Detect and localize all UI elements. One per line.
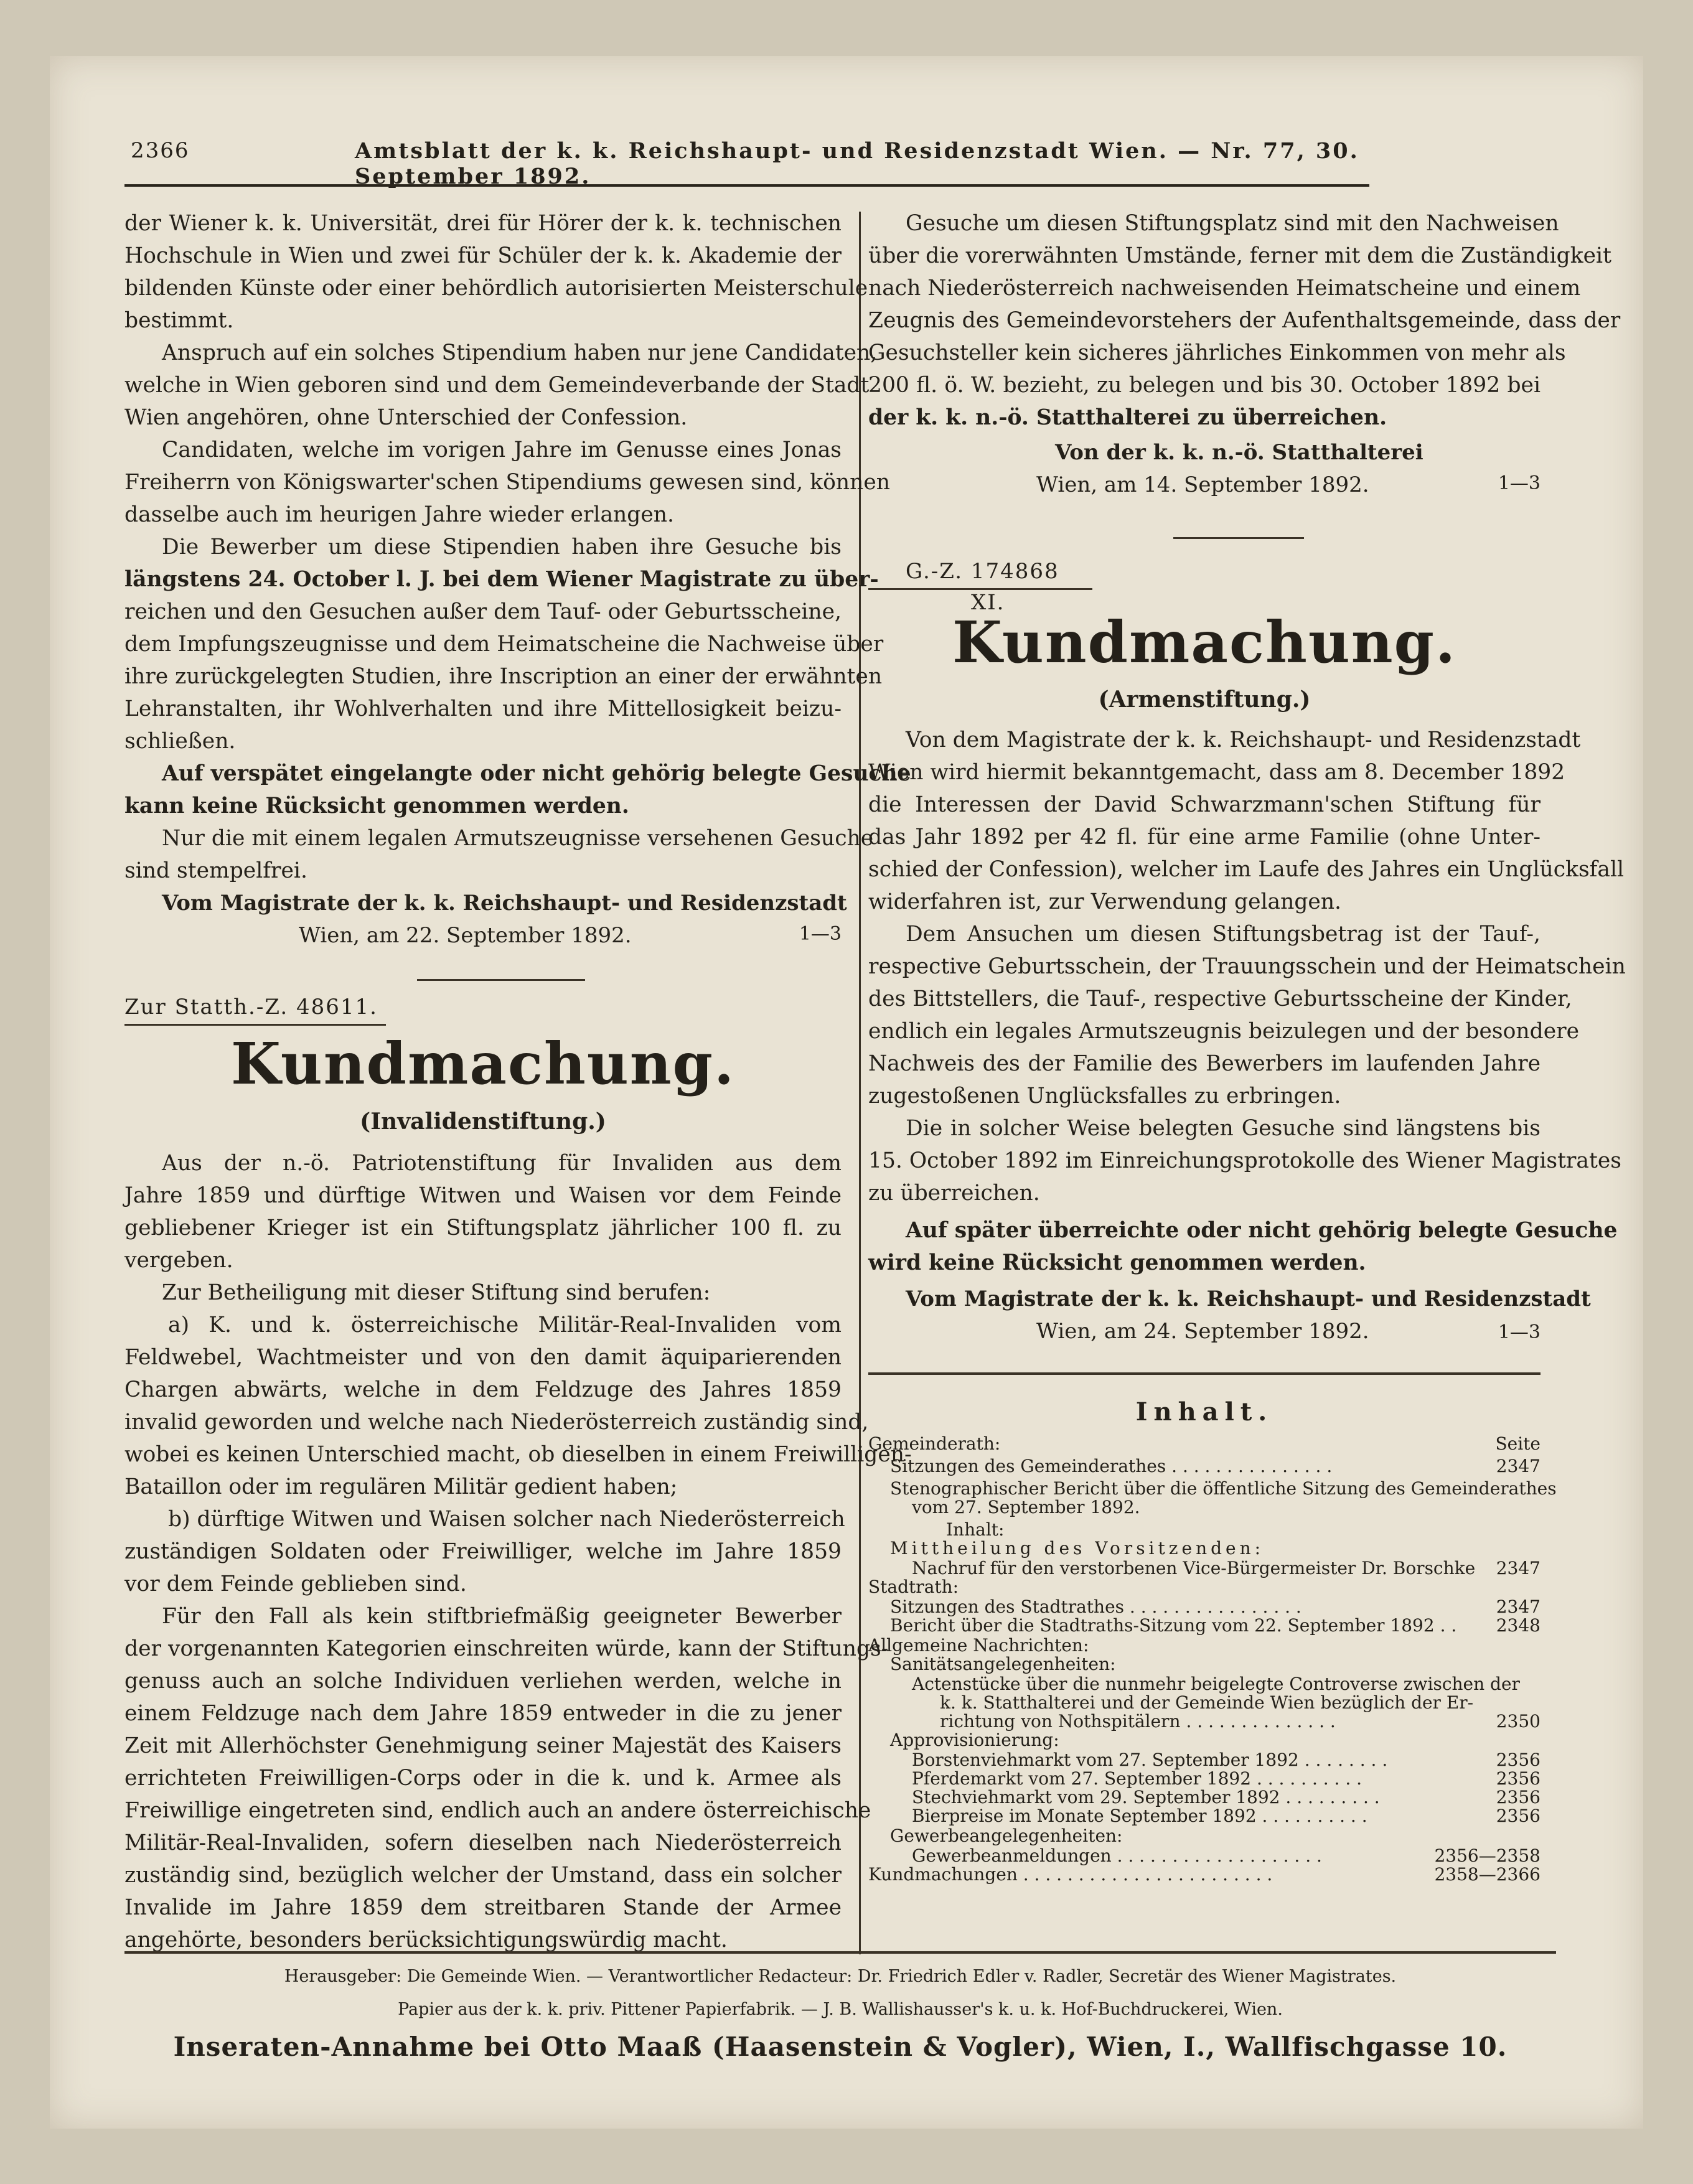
toc-entry — [868, 1731, 1541, 1749]
toc-entry-text: Nachruf für den verstorbenen Vice-Bürgermeister Dr. Borschke — [912, 1558, 1476, 1578]
toc-seite-label: Seite — [1495, 1433, 1541, 1454]
text-line: Hochschule in Wien und zwei für Schüler der k. k. Akademie der — [124, 243, 842, 268]
text-line: längstens 24. October l. J. bei dem Wiener Magistrate zu über- — [124, 567, 879, 592]
footer-advert: Inseraten-Annahme bei Otto Maaß (Haasenstein & Vogler), Wien, I., Wallfischgasse 10. — [173, 2032, 1508, 2062]
toc-entry — [868, 1675, 1541, 1693]
toc-entry-text: Allgemeine Nachrichten: — [868, 1635, 1089, 1656]
header-title: Amtsblatt der k. k. Reichshaupt- und Residenzstadt Wien. — Nr. 77, 30. September 1892. — [355, 138, 1359, 189]
text-line: 15. October 1892 im Einreichungsprotokolle des Wiener Magistrates — [868, 1148, 1621, 1173]
toc-entry — [868, 1616, 1541, 1634]
text-line: invalid geworden und welche nach Niederösterreich zuständig sind, — [124, 1410, 869, 1435]
text-line: zu überreichen. — [868, 1181, 1040, 1206]
text-line: respective Geburtsschein, der Trauungsschein und der Heimatschein — [868, 954, 1626, 979]
toc-entry-text: Borstenviehmarkt vom 27. September 1892 . . . . . . . . — [912, 1750, 1388, 1770]
toc-entry — [868, 1807, 1541, 1825]
text-line: Gesuchsteller kein sicheres jährliches Einkommen von mehr als — [868, 340, 1566, 365]
text-line: wird keine Rücksicht genommen werden. — [868, 1250, 1366, 1275]
toc-entry-page: 2347 — [1496, 1456, 1541, 1476]
issue-count: 1—3 — [1498, 1321, 1541, 1343]
text-line: kann keine Rücksicht genommen werden. — [124, 794, 629, 818]
toc-entry-page: 2356 — [1496, 1806, 1541, 1826]
footer-publisher: Herausgeber: Die Gemeinde Wien. — Verantwortlicher Redacteur: Dr. Friedrich Edler v. Radler, Secretär des Wiener Magistrates. — [284, 1967, 1397, 1986]
toc-entry — [868, 1694, 1541, 1712]
toc-entry — [868, 1712, 1541, 1730]
text-line: Auf verspätet eingelangte oder nicht gehörig belegte Gesuche — [162, 761, 911, 786]
text-line: schied der Confession), welcher im Laufe des Jahres ein Unglücksfall — [868, 857, 1625, 882]
left-column — [124, 207, 912, 1952]
reference-number: Zur Statth.-Z. 48611. — [124, 995, 378, 1019]
text-line: Nur die mit einem legalen Armutszeugnisse versehenen Gesuche — [162, 826, 874, 851]
text-line: vergeben. — [124, 1248, 233, 1273]
toc-entry — [868, 1865, 1541, 1883]
text-line: a) K. und k. österreichische Militär-Real-Invaliden vom — [168, 1313, 842, 1338]
right-column — [868, 207, 1626, 1950]
text-line: bildenden Künste oder einer behördlich autorisierten Meisterschule — [124, 276, 868, 301]
text-line: Zur Betheiligung mit dieser Stiftung sind berufen: — [162, 1280, 711, 1305]
page-number: 2366 — [131, 138, 190, 163]
text-line: wobei es keinen Unterschied macht, ob dieselben in einem Freiwilligen- — [124, 1442, 912, 1467]
text-line: dem Impfungszeugnisse und dem Heimatscheine die Nachweise über — [124, 632, 884, 657]
toc-entry — [868, 1435, 1541, 1453]
toc-entry-text: Approvisionierung: — [890, 1730, 1059, 1750]
text-line: Auf später überreichte oder nicht gehörig belegte Gesuche — [906, 1218, 1618, 1243]
toc-entry-page: 2348 — [1496, 1615, 1541, 1636]
text-line: b) dürftige Witwen und Waisen solcher nach Niederösterreich — [168, 1507, 845, 1532]
toc-entry-text: Gemeinderath: — [868, 1433, 1001, 1454]
toc-entry — [868, 1788, 1541, 1806]
text-line: errichteten Freiwilligen-Corps oder in die k. und k. Armee als — [124, 1766, 842, 1791]
toc-entry — [868, 1559, 1541, 1577]
text-line: der vorgenannten Kategorien einschreiten würde, kann der Stiftungs- — [124, 1636, 889, 1661]
text-line: nach Niederösterreich nachweisenden Heimatscheine und einem — [868, 276, 1581, 301]
text-line: 200 fl. ö. W. bezieht, zu belegen und bis 30. October 1892 bei — [868, 373, 1541, 398]
toc-entry-page: 2356 — [1496, 1787, 1541, 1807]
text-line: Lehranstalten, ihr Wohlverhalten und ihre Mittellosigkeit beizu- — [124, 696, 842, 721]
heading: Kundmachung. — [952, 609, 1457, 676]
toc-entry — [868, 1598, 1541, 1616]
text-line: Anspruch auf ein solches Stipendium haben nur jene Candidaten, — [162, 340, 878, 365]
toc-entry-text: Sitzungen des Stadtrathes . . . . . . . . . . . . . . . . — [890, 1596, 1301, 1617]
text-line: widerfahren ist, zur Verwendung gelangen. — [868, 889, 1342, 914]
text-line: Invalide im Jahre 1859 dem streitbaren Stande der Armee — [124, 1895, 842, 1920]
heading: Kundmachung. — [230, 1030, 736, 1097]
subheading: (Invalidenstiftung.) — [360, 1108, 606, 1135]
text-line: Freiherrn von Königswarter'schen Stipendiums gewesen sind, können — [124, 470, 890, 495]
text-line: zuständigen Soldaten oder Freiwilliger, welche im Jahre 1859 — [124, 1539, 842, 1564]
footer-rule — [124, 1951, 1556, 1954]
toc-entry — [868, 1521, 1541, 1539]
text-line: Feldwebel, Wachtmeister und von den damit äquiparierenden — [124, 1345, 842, 1370]
toc-entry-text: Sitzungen des Gemeinderathes . . . . . . . . . . . . . . . — [890, 1456, 1333, 1476]
text-line: zuständig sind, bezüglich welcher der Umstand, dass ein solcher — [124, 1863, 842, 1888]
text-line: Militär-Real-Invaliden, sofern dieselben nach Niederösterreich — [124, 1830, 842, 1855]
text-line: Zeugnis des Gemeindevorstehers der Aufenthaltsgemeinde, dass der — [868, 308, 1621, 333]
toc-entry-text: Kundmachungen . . . . . . . . . . . . . . . . . . . . . . . — [868, 1864, 1273, 1885]
toc-entry — [868, 1751, 1541, 1769]
text-line: Die Bewerber um diese Stipendien haben ihre Gesuche bis — [162, 535, 842, 560]
signature: Vom Magistrate der k. k. Reichshaupt- und Residenzstadt — [906, 1286, 1591, 1311]
toc-entry-text: Actenstücke über die nunmehr beigelegte Controverse zwischen der — [912, 1674, 1520, 1694]
toc-entry — [868, 1827, 1541, 1845]
text-line: reichen und den Gesuchen außer dem Tauf- oder Geburtsscheine, — [124, 599, 842, 624]
toc-entry — [868, 1478, 1557, 1499]
text-line: Bataillon oder im regulären Militär gedient haben; — [124, 1474, 678, 1499]
date-line: Wien, am 14. September 1892. — [1036, 472, 1369, 497]
text-line: schließen. — [124, 729, 236, 754]
text-line: Candidaten, welche im vorigen Jahre im Genusse eines Jonas — [162, 438, 842, 462]
text-line: Gesuche um diesen Stiftungsplatz sind mit den Nachweisen — [906, 211, 1559, 236]
toc-title: Inhalt. — [1135, 1397, 1273, 1427]
toc-entry-text: Inhalt: — [946, 1519, 1005, 1540]
toc-entry-text: Bericht über die Stadtraths-Sitzung vom 22. September 1892 . . — [890, 1615, 1457, 1636]
text-line: einem Feldzuge nach dem Jahre 1859 entweder in die zu jener — [124, 1701, 842, 1726]
toc-entry — [868, 1578, 1541, 1596]
toc-entry-text: Stadtrath: — [868, 1577, 959, 1597]
text-line: Von dem Magistrate der k. k. Reichshaupt- und Residenzstadt — [906, 728, 1581, 752]
running-header — [131, 138, 1376, 189]
toc-entry — [868, 1655, 1541, 1673]
reference-section: XI. — [971, 590, 1005, 615]
text-line: des Bittstellers, die Tauf-, respective Geburtsscheine der Kinder, — [868, 987, 1572, 1011]
subheading: (Armenstiftung.) — [1098, 687, 1311, 713]
footer-printer: Papier aus der k. k. priv. Pittener Papierfabrik. — J. B. Wallishausser's k. u. k. Hof-Buchdruckerei, Wien. — [398, 2000, 1283, 2019]
text-line: Jahre 1859 und dürftige Witwen und Waisen vor dem Feinde — [124, 1183, 842, 1208]
signature: Vom Magistrate der k. k. Reichshaupt- und Residenzstadt — [162, 891, 847, 916]
text-line: welche in Wien geboren sind und dem Gemeindeverbande der Stadt — [124, 373, 870, 398]
toc-entry-text: Gewerbeangelegenheiten: — [890, 1825, 1123, 1846]
toc-entry-page: 2347 — [1496, 1596, 1541, 1617]
reference-underline — [124, 1024, 386, 1026]
separator — [417, 979, 585, 981]
toc-entry — [868, 1769, 1541, 1788]
reference-number: G.-Z. 174868 — [906, 559, 1059, 584]
toc-entry-text: Pferdemarkt vom 27. September 1892 . . . . . . . . . . — [912, 1768, 1362, 1789]
text-line: Zeit mit Allerhöchster Genehmigung seiner Majestät des Kaisers — [124, 1733, 842, 1758]
toc-entry-text: Stenographischer Bericht über die öffentliche Sitzung des Gemeinderathes — [890, 1478, 1557, 1499]
toc-entry-page: 2356—2358 — [1434, 1845, 1541, 1866]
toc-entry-text: Mittheilung des Vorsitzenden: — [890, 1538, 1265, 1558]
text-line: Aus der n.-ö. Patriotenstiftung für Invaliden aus dem — [162, 1151, 842, 1176]
text-line: endlich ein legales Armutszeugnis beizulegen und der besondere — [868, 1019, 1580, 1044]
text-line: Für den Fall als kein stiftbriefmäßig geeigneter Bewerber — [162, 1604, 842, 1629]
signature: Von der k. k. n.-ö. Statthalterei — [1055, 440, 1423, 465]
text-line: sind stempelfrei. — [124, 858, 307, 883]
toc-entry — [868, 1539, 1541, 1557]
issue-count: 1—3 — [1498, 472, 1541, 494]
date-line: Wien, am 24. September 1892. — [1036, 1319, 1369, 1344]
toc-entry-page: 2356 — [1496, 1768, 1541, 1789]
text-line: vor dem Feinde geblieben sind. — [124, 1572, 467, 1596]
toc-rule — [868, 1372, 1541, 1375]
text-line: zugestoßenen Unglücksfalles zu erbringen. — [868, 1084, 1341, 1108]
text-line: Chargen abwärts, welche in dem Feldzuge des Jahres 1859 — [124, 1377, 842, 1402]
toc-entry-page: 2356 — [1496, 1750, 1541, 1770]
text-line: Wien angehören, ohne Unterschied der Confession. — [124, 405, 688, 430]
text-line: Dem Ansuchen um diesen Stiftungsbetrag ist der Tauf-, — [906, 922, 1541, 947]
text-line: Nachweis des der Familie des Bewerbers im laufenden Jahre — [868, 1051, 1541, 1076]
text-line: angehörte, besonders berücksichtigungswürdig macht. — [124, 1928, 728, 1952]
text-line: der Wiener k. k. Universität, drei für Hörer der k. k. technischen — [124, 211, 842, 236]
separator — [1173, 537, 1304, 539]
toc-entry-text: Gewerbeanmeldungen . . . . . . . . . . . . . . . . . . . — [912, 1845, 1322, 1866]
text-line: ihre zurückgelegten Studien, ihre Inscription an einer der erwähnten — [124, 664, 883, 689]
text-line: der k. k. n.-ö. Statthalterei zu überreichen. — [868, 405, 1387, 430]
header-rule — [124, 184, 1369, 187]
toc-entry — [868, 1457, 1541, 1475]
toc-entry — [868, 1636, 1541, 1654]
toc-entry-page: 2350 — [1496, 1711, 1541, 1732]
text-line: Wien wird hiermit bekanntgemacht, dass am 8. December 1892 — [868, 760, 1565, 785]
toc-entry-text: Bierpreise im Monate September 1892 . . . . . . . . . . — [912, 1806, 1367, 1826]
toc-entry-page: 2347 — [1496, 1558, 1541, 1578]
text-line: das Jahr 1892 per 42 fl. für eine arme Familie (ohne Unter- — [868, 825, 1541, 850]
text-line: dasselbe auch im heurigen Jahre wieder erlangen. — [124, 502, 674, 527]
text-line: Freiwillige eingetreten sind, endlich auch an andere österreichische — [124, 1798, 871, 1823]
issue-count: 1—3 — [799, 923, 842, 945]
text-line: über die vorerwähnten Umstände, ferner mit dem die Zuständigkeit — [868, 243, 1611, 268]
toc-entry-text: richtung von Nothspitälern . . . . . . . . . . . . . . — [940, 1711, 1336, 1732]
text-line: gebliebener Krieger ist ein Stiftungsplatz jährlicher 100 fl. zu — [124, 1216, 842, 1240]
toc-entry-text: k. k. Statthalterei und der Gemeinde Wien bezüglich der Er- — [940, 1692, 1474, 1713]
toc-entry-page: 2358—2366 — [1434, 1864, 1541, 1885]
text-line: die Interessen der David Schwarzmann'schen Stiftung für — [868, 792, 1541, 817]
toc-entry-text: Stechviehmarkt vom 29. September 1892 . . . . . . . . . — [912, 1787, 1380, 1807]
toc-entry — [868, 1847, 1541, 1865]
toc-entry — [868, 1498, 1541, 1516]
text-line: Die in solcher Weise belegten Gesuche sind längstens bis — [906, 1116, 1541, 1141]
toc-entry-text: Sanitätsangelegenheiten: — [890, 1654, 1116, 1674]
date-line: Wien, am 22. September 1892. — [299, 923, 632, 948]
text-line: bestimmt. — [124, 308, 234, 333]
text-line: genuss auch an solche Individuen verliehen werden, welche in — [124, 1669, 842, 1694]
toc-entry-text: vom 27. September 1892. — [912, 1497, 1140, 1517]
